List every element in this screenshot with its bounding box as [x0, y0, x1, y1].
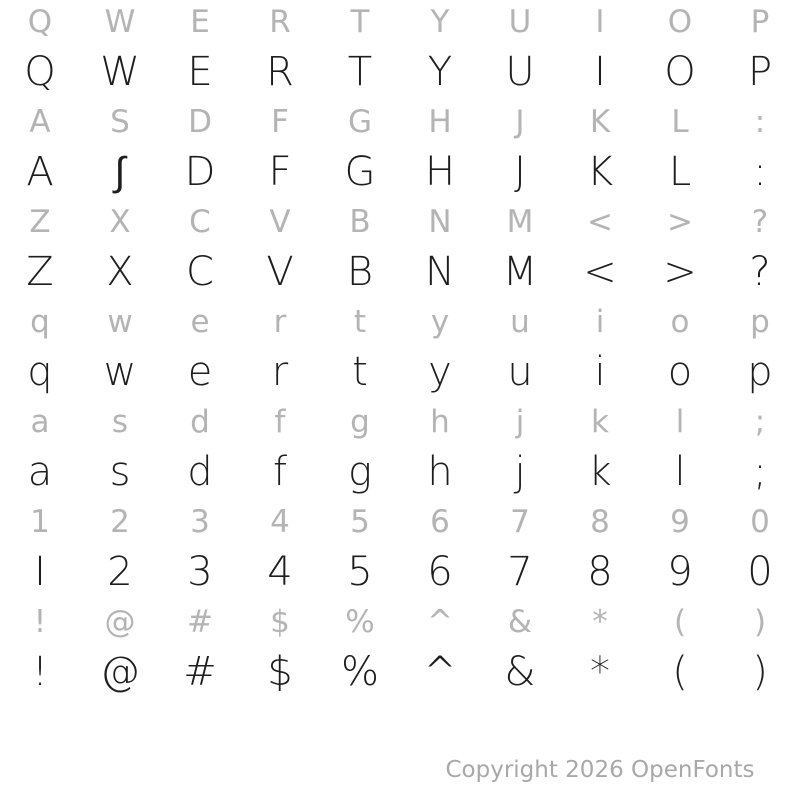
- glyph-cell: !: [33, 603, 47, 640]
- glyph-cell: M: [502, 249, 538, 295]
- glyph-cell: W: [100, 49, 140, 95]
- glyph-cell: w: [107, 303, 133, 340]
- lowercase-home-row-gray: [0, 400, 800, 444]
- glyph-cell: a: [27, 449, 53, 495]
- glyph-cell: Q: [24, 49, 56, 95]
- uppercase-home-row-black: [0, 144, 800, 200]
- glyph-cell: 0: [750, 503, 770, 540]
- lowercase-qwerty-row-pair: [0, 300, 800, 400]
- glyph-cell: V: [266, 249, 294, 295]
- glyph-cell: 8: [587, 549, 613, 595]
- glyph-cell: 5: [347, 549, 373, 595]
- glyph-cell: 9: [670, 503, 690, 540]
- glyph-cell: !: [31, 649, 49, 695]
- glyph-cell: j: [515, 403, 525, 440]
- glyph-cell: T: [347, 49, 373, 95]
- glyph-cell: (: [672, 649, 688, 695]
- glyph-cell: $: [267, 649, 293, 695]
- glyph-cell: M: [506, 203, 534, 240]
- glyph-cell: @: [100, 649, 140, 695]
- glyph-cell: R: [269, 3, 291, 40]
- glyph-cell: J: [514, 149, 526, 195]
- glyph-cell: H: [424, 149, 456, 195]
- glyph-cell: 2: [110, 503, 130, 540]
- glyph-cell: >: [667, 203, 693, 240]
- glyph-cell: G: [347, 103, 373, 140]
- glyph-cell: :: [753, 149, 767, 195]
- lowercase-home-row-pair: [0, 400, 800, 500]
- glyph-cell: L: [668, 149, 692, 195]
- glyph-cell: P: [750, 3, 770, 40]
- glyph-cell: L: [671, 103, 689, 140]
- glyph-cell: K: [586, 149, 614, 195]
- digits-row-black: [0, 544, 800, 600]
- uppercase-home-row-pair: [0, 100, 800, 200]
- glyph-cell: u: [510, 303, 530, 340]
- glyph-cell: R: [266, 49, 294, 95]
- uppercase-home-row-gray: [0, 100, 800, 144]
- uppercase-qwerty-row-pair: [0, 0, 800, 100]
- glyph-cell: #: [187, 603, 213, 640]
- glyph-cell: B: [349, 203, 371, 240]
- glyph-cell: S: [110, 103, 130, 140]
- glyph-cell: k: [588, 449, 612, 495]
- symbols-row-gray: [0, 600, 800, 644]
- glyph-cell: u: [507, 349, 533, 395]
- glyph-cell: 7: [510, 503, 530, 540]
- glyph-cell: E: [190, 3, 210, 40]
- glyph-cell: &: [507, 603, 533, 640]
- digits-row-pair: [0, 500, 800, 600]
- glyph-cell: ^: [427, 603, 453, 640]
- uppercase-qwerty-row-black: [0, 44, 800, 100]
- digits-row-gray: [0, 500, 800, 544]
- glyph-cell: p: [750, 303, 770, 340]
- glyph-cell: 2: [107, 549, 133, 595]
- glyph-cell: h: [427, 449, 453, 495]
- glyph-cell: N: [428, 203, 452, 240]
- glyph-cell: Y: [427, 49, 453, 95]
- glyph-cell: ^: [423, 649, 457, 695]
- glyph-cell: B: [346, 249, 374, 295]
- uppercase-bottom-row-black: [0, 244, 800, 300]
- glyph-cell: *: [592, 603, 608, 640]
- glyph-cell: D: [184, 149, 216, 195]
- lowercase-home-row-black: [0, 444, 800, 500]
- glyph-cell: E: [187, 49, 213, 95]
- glyph-cell: y: [428, 349, 452, 395]
- glyph-cell: w: [103, 349, 137, 395]
- glyph-cell: #: [183, 649, 217, 695]
- glyph-cell: o: [667, 349, 693, 395]
- glyph-cell: y: [430, 303, 450, 340]
- glyph-cell: 6: [427, 549, 453, 595]
- glyph-cell: f: [274, 403, 286, 440]
- glyph-cell: o: [670, 303, 690, 340]
- glyph-cell: g: [350, 403, 370, 440]
- glyph-cell: C: [189, 203, 211, 240]
- glyph-cell: J: [515, 103, 525, 140]
- glyph-cell: I: [34, 549, 46, 595]
- glyph-cell: (: [673, 603, 687, 640]
- uppercase-bottom-row-pair: [0, 200, 800, 300]
- glyph-cell: ;: [754, 403, 766, 440]
- glyph-cell: U: [505, 49, 535, 95]
- glyph-cell: f: [272, 449, 288, 495]
- glyph-cell: g: [347, 449, 372, 495]
- glyph-cell: :: [754, 103, 766, 140]
- glyph-cell: d: [187, 449, 213, 495]
- glyph-cell: e: [187, 349, 213, 395]
- glyph-cell: Q: [27, 3, 53, 40]
- glyph-cell: ?: [749, 249, 771, 295]
- glyph-cell: 9: [667, 549, 693, 595]
- glyph-cell: s: [111, 403, 129, 440]
- glyph-cell: 3: [187, 549, 213, 595]
- glyph-cell: F: [271, 103, 289, 140]
- glyph-cell: r: [271, 349, 289, 395]
- glyph-cell: l: [675, 403, 685, 440]
- glyph-cell: $: [270, 603, 290, 640]
- uppercase-bottom-row-gray: [0, 200, 800, 244]
- glyph-cell: 4: [267, 549, 293, 595]
- glyph-cell: d: [190, 403, 210, 440]
- glyph-cell: 8: [590, 503, 610, 540]
- glyph-cell: h: [430, 403, 450, 440]
- glyph-cell: N: [425, 249, 455, 295]
- lowercase-qwerty-row-gray: [0, 300, 800, 344]
- glyph-cell: H: [428, 103, 452, 140]
- glyph-cell: 6: [430, 503, 450, 540]
- glyph-cell: I: [594, 49, 606, 95]
- glyph-cell: U: [508, 3, 532, 40]
- glyph-cell: G: [344, 149, 376, 195]
- glyph-cell: @: [104, 603, 136, 640]
- glyph-cell: i: [594, 349, 606, 395]
- glyph-cell: ): [753, 603, 767, 640]
- glyph-cell: V: [269, 203, 291, 240]
- glyph-cell: 5: [350, 503, 370, 540]
- glyph-cell: <: [583, 249, 617, 295]
- glyph-cell: ∫: [114, 149, 126, 195]
- glyph-cell: p: [747, 349, 773, 395]
- glyph-cell: 4: [270, 503, 290, 540]
- glyph-cell: I: [595, 3, 605, 40]
- glyph-cell: X: [109, 203, 131, 240]
- glyph-cell: A: [26, 149, 54, 195]
- glyph-cell: T: [350, 3, 370, 40]
- glyph-cell: r: [273, 303, 287, 340]
- glyph-cell: 3: [190, 503, 210, 540]
- glyph-cell: Y: [430, 3, 450, 40]
- glyph-cell: <: [587, 203, 613, 240]
- glyph-cell: %: [345, 603, 375, 640]
- glyph-cell: ): [752, 649, 768, 695]
- glyph-cell: t: [353, 303, 367, 340]
- glyph-cell: l: [674, 449, 686, 495]
- lowercase-qwerty-row-black: [0, 344, 800, 400]
- glyph-cell: q: [30, 303, 50, 340]
- glyph-cell: i: [595, 303, 605, 340]
- glyph-cell: a: [30, 403, 50, 440]
- symbols-row-black: [0, 644, 800, 700]
- glyph-cell: D: [188, 103, 212, 140]
- glyph-cell: s: [109, 449, 131, 495]
- glyph-cell: 0: [747, 549, 773, 595]
- glyph-cell: &: [504, 649, 536, 695]
- glyph-cell: F: [268, 149, 292, 195]
- glyph-cell: e: [190, 303, 210, 340]
- glyph-cell: W: [104, 3, 136, 40]
- glyph-cell: X: [106, 249, 134, 295]
- glyph-cell: >: [663, 249, 697, 295]
- glyph-cell: j: [514, 449, 526, 495]
- glyph-cell: k: [591, 403, 609, 440]
- glyph-cell: K: [589, 103, 611, 140]
- glyph-cell: A: [29, 103, 51, 140]
- glyph-cell: O: [667, 3, 693, 40]
- glyph-cell: *: [590, 649, 610, 695]
- glyph-cell: Z: [29, 203, 51, 240]
- copyright-footer: Copyright 2026 OpenFonts: [445, 757, 755, 783]
- glyph-cell: P: [747, 49, 773, 95]
- glyph-cell: C: [186, 249, 214, 295]
- glyph-cell: 1: [30, 503, 50, 540]
- glyph-cell: t: [352, 349, 368, 395]
- glyph-cell: %: [340, 649, 379, 695]
- uppercase-qwerty-row-gray: [0, 0, 800, 44]
- glyph-cell: ?: [751, 203, 769, 240]
- glyph-cell: 7: [507, 549, 533, 595]
- glyph-cell: ;: [753, 449, 767, 495]
- glyph-cell: O: [664, 49, 696, 95]
- glyph-cell: Z: [26, 249, 54, 295]
- glyph-cell: q: [27, 349, 53, 395]
- symbols-row-pair: [0, 600, 800, 700]
